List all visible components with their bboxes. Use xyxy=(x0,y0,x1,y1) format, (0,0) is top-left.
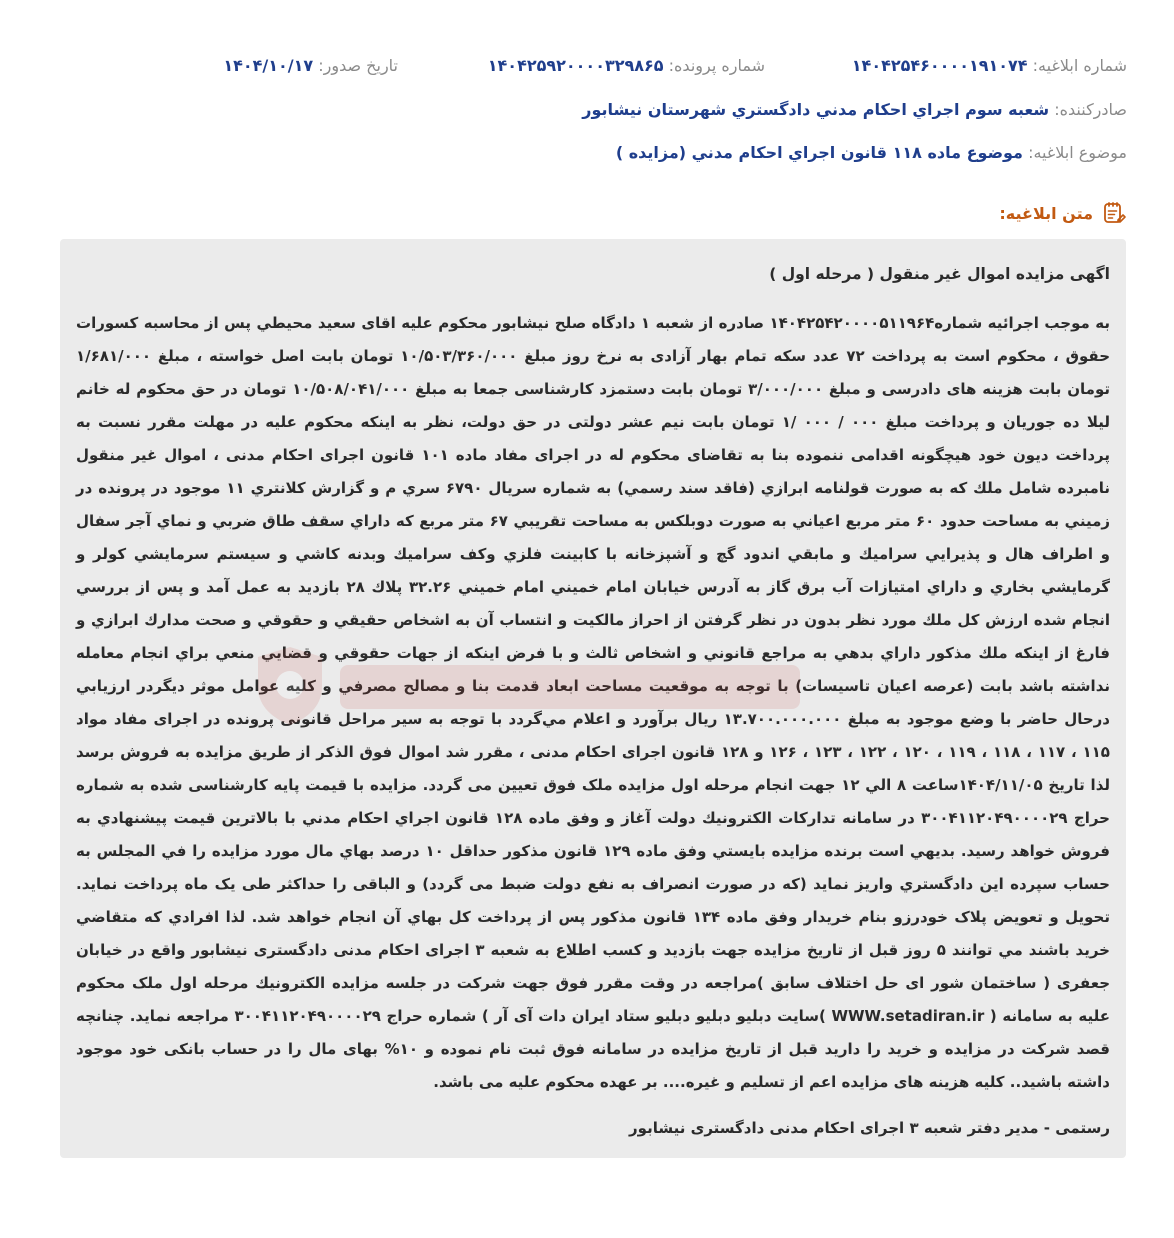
file-number-value: ۱۴۰۴۲۵۹۲۰۰۰۰۳۲۹۸۶۵ xyxy=(487,56,664,75)
issuer-label: صادرکننده: xyxy=(1054,100,1127,119)
notice-number-label: شماره ابلاغیه: xyxy=(1032,56,1127,75)
file-number-label: شماره پرونده: xyxy=(668,56,765,75)
issue-date-label: تاریخ صدور: xyxy=(318,56,398,75)
subject xyxy=(616,143,1127,162)
notice-body: به موجب اجرائيه شماره۱۴۰۴۲۵۴۲۰۰۰۰۵۱۱۹۶۴ صادره از شعبه ۱ دادگاه صلح نيشابور محکوم عليه اقای سعيد محيطي پس از محاسبه كسورات حقوق ، محکوم است به پرداخت ۷۲ عدد سکه تمام بهار آزادی به نرخ روز مبلغ ۱۰/۵۰۳/۳۶۰/۰۰۰ تومان بابت اصل خواسته ، مبلغ ۱/۶۸۱/۰۰۰ تومان بابت هزينه های دادرسی و مبلغ ۳/۰۰۰/۰۰۰ تومان بابت دستمزد کارشناسی جمعا به مبلغ ۱۰/۵۰۸/۰۴۱/۰۰۰ تومان در حق محکوم له خانم ليلا ده جوريان و پرداخت مبلغ ۰۰۰ / ۰۰۰ /۱ تومان بابت نيم عشر دولتی در حق دولت، نظر به اينکه محکوم عليه در مهلت مقرر نسبت به پرداخت ديون خود هيچگونه اقدامی ننموده بنا به تقاضای محکوم له در اجرای مفاد ماده ۱۰۱ قانون اجرای احکام مدنی ، اموال غير منقول نامبرده شامل ملك كه به صورت قولنامه ابرازي (فاقد سند رسمي) به شماره سريال ۶۷۹۰ سري م و گزارش كلانتري ۱۱ موجود در پرونده در زميني به مساحت حدود ۶۰ متر مربع اعياني به صورت دوبلكس به مساحت تقريبي ۶۷ متر مربع كه داراي سقف طاق ضربي و نماي آجر سفال و اطراف هال و پذيرايي سراميك و مابقي اندود گچ و آشپزخانه با كابينت فلزي وكف سراميك وبدنه كاشي و سيستم سرمايشي كولر و گرمايشي بخاري و داراي امتيازات آب برق گاز به آدرس خيابان امام خميني امام خميني ۳۲.۲۶ پلاك ۲۸ بازديد به عمل آمد و پس از بررسي انجام شده ارزش كل ملك مورد نظر بدون در نظر گرفتن از احراز مالكيت و انتساب آن به اشخاص حقيقي و حقوقي و صحت مدارك ابرازي و فارغ از اينكه ملك مذكور داراي بدهي به مراجع قانوني و اشخاص ثالث و با فرض اينكه از جهات حقوقي و قضايي منعي براي انجام معامله نداشته باشد بابت (عرصه اعيان تاسيسات) با توجه به موقعيت مساحت ابعاد قدمت بنا و مصالح مصرفي و كليه عوامل موثر ديگردر ارزيابي درحال حاضر با وضع موجود به مبلغ ۱۳.۷۰۰.۰۰۰.۰۰۰ ريال برآورد و اعلام مي‌گردد با توجه به سير مراحل قانونی پرونده در اجرای مفاد مواد ۱۱۵ ، ۱۱۷ ، ۱۱۸ ، ۱۱۹ ، ۱۲۰ ، ۱۲۲ ، ۱۲۳ ، ۱۲۶ و ۱۲۸ قانون اجرای احکام مدنی ، مقرر شد اموال فوق الذکر از طريق مزايده به فروش برسد لذا تاريخ ۱۴۰۴/۱۱/۰۵ساعت ۸ الي ۱۲ جهت انجام مرحله اول مزايده ملک فوق تعيين می گردد. مزايده با قيمت پايه کارشناسی شده به شماره حراج ۳۰۰۴۱۱۲۰۴۹۰۰۰۰۲۹ در سامانه تداركات الكترونيك دولت آغاز و وفق ماده ۱۲۸ قانون اجراي احكام مدني با بالاترين قيمت پيشنهادي به فروش خواهد رسيد. بديهي است برنده مزايده بايستي وفق ماده ۱۲۹ قانون مذكور حداقل ۱۰ درصد بهاي مال مورد مزايده را في المجلس به حساب سپرده اين دادگستري واريز نمايد (كه در صورت انصراف به نفع دولت ضبط مى گردد) و الباقى را حداكثر طى يک ماه پرداخت نمايد. تحويل و تعويض پلاک خودرزو بنام خريدار وفق ماده ۱۳۴ قانون مذكور پس از پرداخت كل بهاي آن انجام خواهد شد. لذا افرادي كه متقاضي خريد باشند مي توانند ۵ روز قبل از تاريخ مزايده جهت بازديد و كسب اطلاع به شعبه ۳ اجرای احکام مدنی دادگستری نيشابور واقع در خيابان جعفری ( ساختمان شور ای حل اختلاف سابق )مراجعه در وقت مقرر فوق جهت شركت در جلسه مزايده الكترونيك مرحله اول ملک محکوم عليه به سامانه ( WWW.setadiran.ir )سايت دبليو دبليو دبليو ستاد ايران دات آی آر ) شماره حراج ۳۰۰۴۱۱۲۰۴۹۰۰۰۰۲۹ مراجعه نمايد. چنانچه قصد شركت در مزايده و خريد را داريد قبل از تاريخ مزايده در سامانه فوق ثبت نام نموده و ۱۰% بهای مال را در حساب بانكی خود موجود داشته باشيد.. كليه هزينه های مزايده اعم از تسليم و غيره.... بر عهده محكوم عليه می باشد. xyxy=(76,314,1111,1091)
notice-text-header xyxy=(999,200,1127,226)
document-text-icon xyxy=(1101,200,1127,226)
issuer-value: شعبه سوم اجراي احكام مدني دادگستري شهرستان نيشابور xyxy=(582,100,1050,119)
issuer xyxy=(582,100,1127,119)
notice-meta-row xyxy=(60,56,1127,84)
notice-number-value: ۱۴۰۴۲۵۴۶۰۰۰۰۱۹۱۰۷۴ xyxy=(851,56,1028,75)
notice-heading: اگهی مزایده اموال غیر منقول ( مرحله اول ) xyxy=(769,265,1110,283)
subject-label: موضوع ابلاغیه: xyxy=(1028,143,1127,162)
notice-number xyxy=(852,56,1127,75)
file-number xyxy=(488,56,765,75)
notice-signature: رستمی - مدير دفتر شعبه ۳ اجرای احکام مدنی دادگستری نيشابور xyxy=(629,1119,1110,1137)
notice-text-box xyxy=(60,239,1126,1158)
subject-value: موضوع ماده ۱۱۸ قانون اجراي احكام مدني (مزايده ) xyxy=(615,143,1023,162)
issue-date-value: ۱۴۰۴/۱۰/۱۷ xyxy=(223,56,314,75)
notice-text-title: متن ابلاغیه: xyxy=(999,203,1093,223)
issue-date xyxy=(223,56,398,75)
